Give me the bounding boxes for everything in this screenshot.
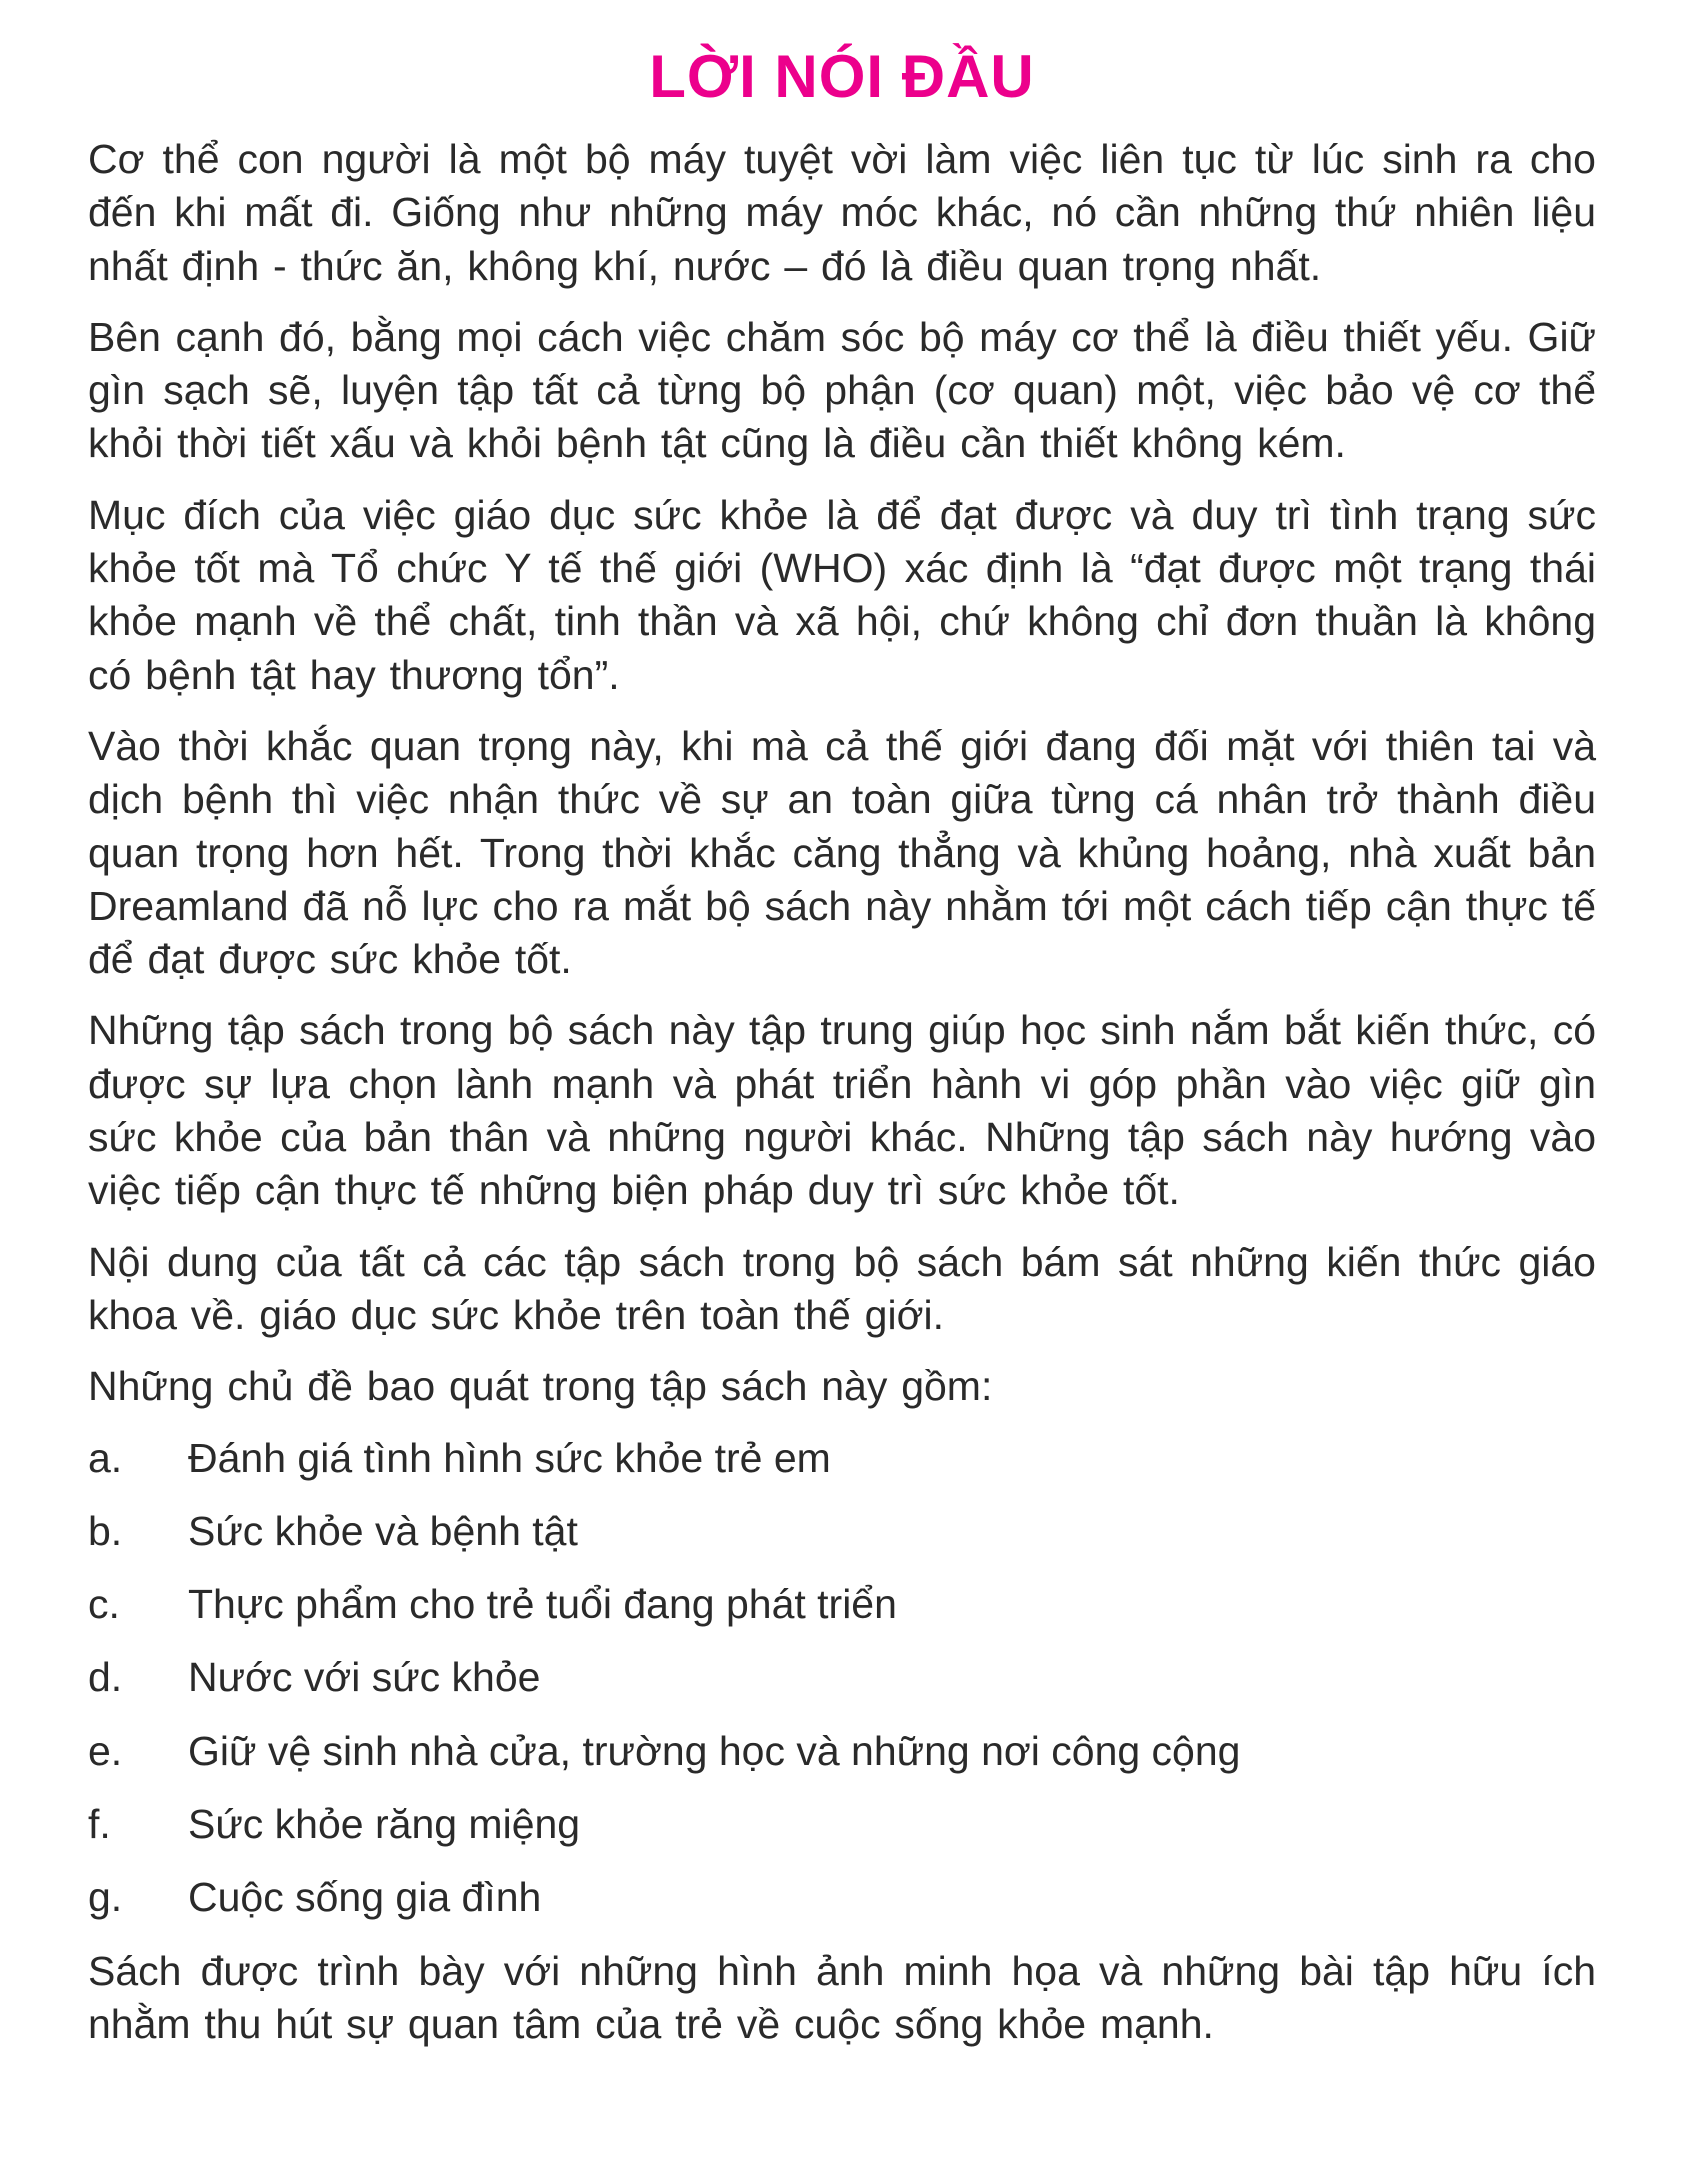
list-item-label: g. [88,1874,123,1921]
list-item [88,1798,1596,1851]
list-item-label: c. [88,1581,120,1628]
list-item [88,1871,1596,1924]
list-item [88,1578,1596,1631]
list-item-text: Cuộc sống gia đình [188,1874,542,1921]
list-item-label: e. [88,1727,123,1774]
list-item [88,1432,1596,1485]
paragraph-topics-intro: Những chủ đề bao quát trong tập sách này gồm: [88,1363,993,1410]
paragraph-4: Vào thời khắc quan trọng này, khi mà cả thế giới đang đối mặt với thiên tai và dịch bệnh thì việc nhận thức về sự an toàn giữa từng cá nhân trở thành điều quan trọng hơn hết. Trong thời khắc căng thẳng và khủng hoảng, nhà xuất bản Dreamland đã nỗ lực cho ra mắt bộ sách này nhằm tới một cách tiếp cận thực tế để đạt được sức khỏe tốt. [88,722,1596,983]
list-item-text: Đánh giá tình hình sức khỏe trẻ em [188,1434,831,1481]
list-item-label: d. [88,1654,123,1701]
list-item [88,1651,1596,1704]
list-item [88,1505,1596,1558]
paragraph-6: Nội dung của tất cả các tập sách trong bộ sách bám sát những kiến thức giáo khoa về. giáo dục sức khỏe trên toàn thế giới. [88,1238,1596,1338]
list-item-text: Thực phẩm cho trẻ tuổi đang phát triển [188,1581,897,1628]
paragraph-5: Những tập sách trong bộ sách này tập trung giúp học sinh nắm bắt kiến thức, có được sự lựa chọn lành mạnh và phát triển hành vi góp phần vào việc giữ gìn sức khỏe của bản thân và những người khác. Những tập sách này hướng vào việc tiếp cận thực tế những biện pháp duy trì sức khỏe tốt. [88,1007,1596,1214]
paragraph-closing: Sách được trình bày với những hình ảnh minh họa và những bài tập hữu ích nhằm thu hút sự quan tâm của trẻ về cuộc sống khỏe mạnh. [88,1947,1596,2047]
list-item-text: Nước với sức khỏe [188,1654,541,1701]
topic-list [88,1432,1596,1925]
list-item-text: Giữ vệ sinh nhà cửa, trường học và những nơi công cộng [188,1727,1241,1774]
list-item-label: f. [88,1801,111,1848]
paragraph-2: Bên cạnh đó, bằng mọi cách việc chăm sóc bộ máy cơ thể là điều thiết yếu. Giữ gìn sạch sẽ, luyện tập tất cả từng bộ phận (cơ quan) một, việc bảo vệ cơ thể khỏi thời tiết xấu và khỏi bệnh tật cũng là điều cần thiết không kém. [88,313,1596,467]
paragraph-3: Mục đích của việc giáo dục sức khỏe là để đạt được và duy trì tình trạng sức khỏe tốt mà Tổ chức Y tế thế giới (WHO) xác định là “đạt được một trạng thái khỏe mạnh về thể chất, tinh thần và xã hội, chứ không chỉ đơn thuần là không có bệnh tật hay thương tổn”. [88,491,1596,698]
list-item-label: a. [88,1434,123,1481]
list-item-text: Sức khỏe và bệnh tật [188,1507,578,1554]
page-title: LỜI NÓI ĐẦU [649,43,1035,110]
list-item [88,1725,1596,1778]
list-item-label: b. [88,1507,123,1554]
paragraph-1: Cơ thể con người là một bộ máy tuyệt vời làm việc liên tục từ lúc sinh ra cho đến khi mất đi. Giống như những máy móc khác, nó cần những thứ nhiên liệu nhất định - thức ăn, không khí, nước – đó là điều quan trọng nhất. [88,136,1596,289]
list-item-text: Sức khỏe răng miệng [188,1801,581,1848]
